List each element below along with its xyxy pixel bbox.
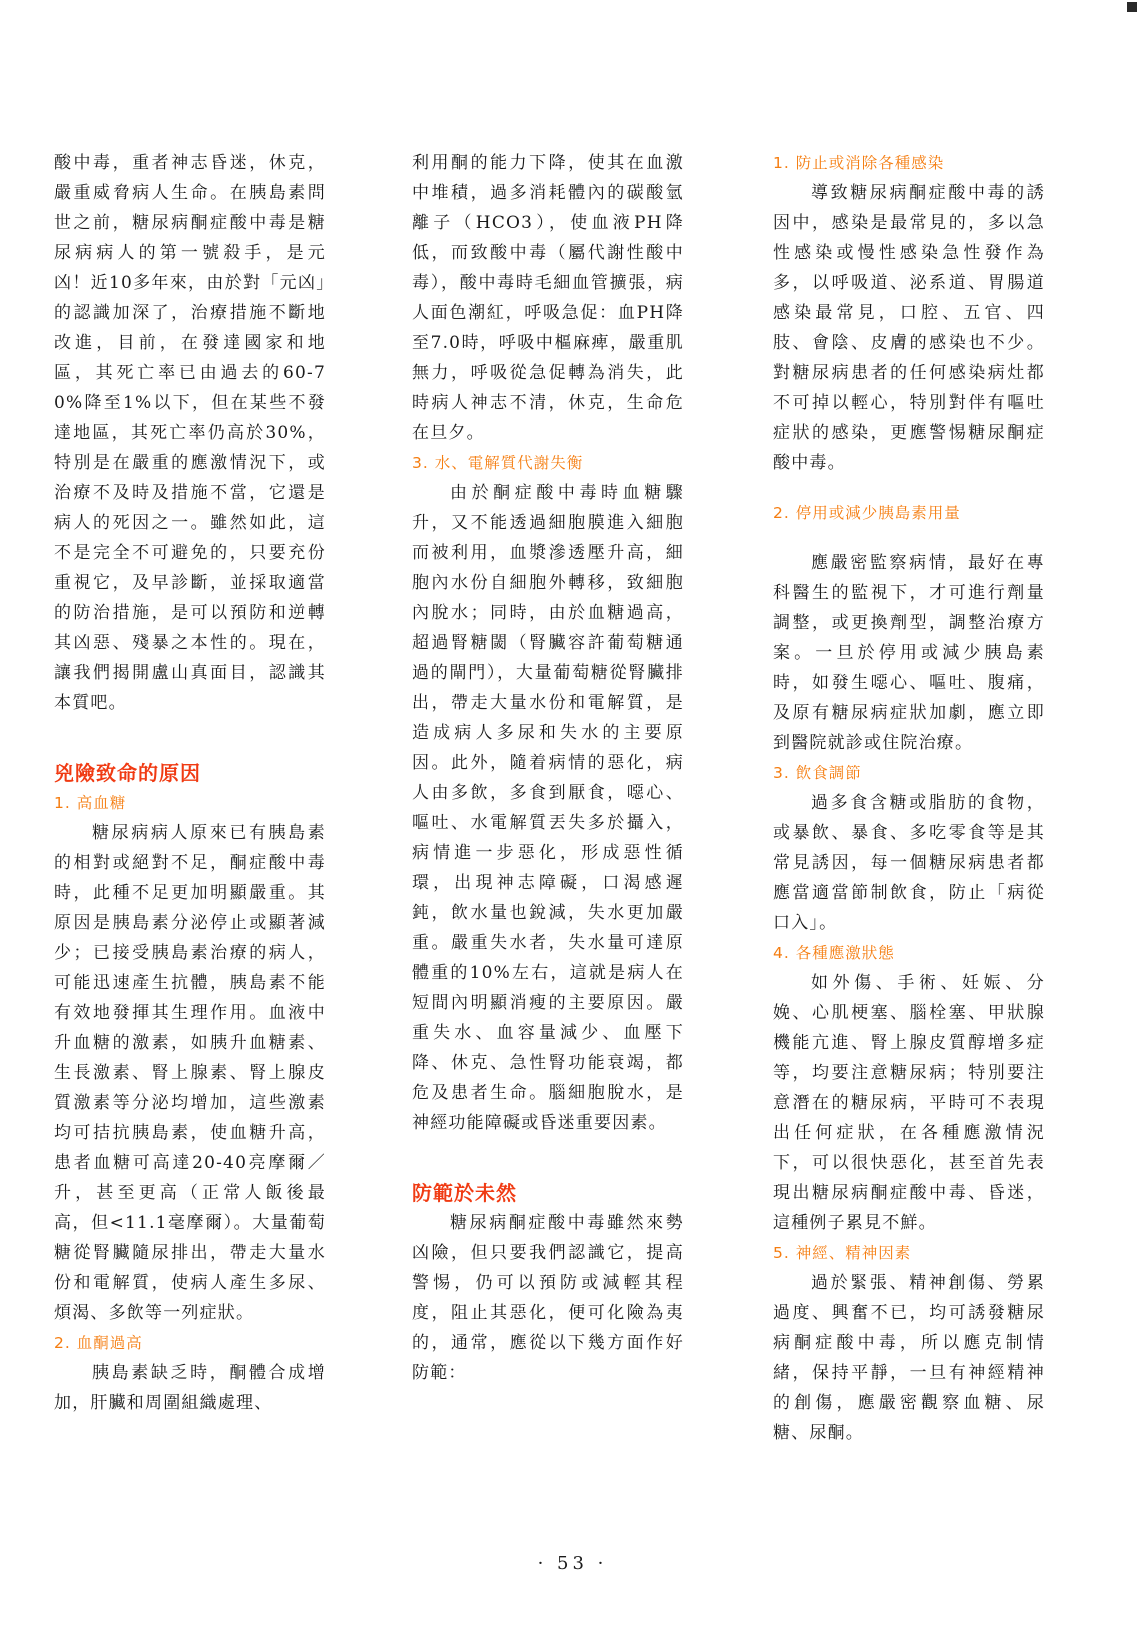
subheading-electrolyte-imbalance: 3. 水、電解質代謝失衡 [412,454,584,472]
text-column-3 [773,148,1045,1448]
infection-paragraph: 導致糖尿病酮症酸中毒的誘因中，感染是最常見的，多以急性感染或慢性感染急性發作為多，以呼吸道、泌系道、胃腸道感染最常見，口腔、五官、四肢、會陰、皮膚的感染也不少。對糖尿病患者的任何感染病灶都不可掉以輕心，特別對伴有嘔吐症狀的感染，更應警惕糖尿酮症酸中毒。 [773,183,1045,473]
subheading-mental-factors: 5. 神經、精神因素 [773,1244,912,1262]
stress-paragraph: 如外傷、手術、妊娠、分娩、心肌梗塞、腦栓塞、甲狀腺機能亢進、腎上腺皮質醇增多症等，均要注意糖尿病；特別要注意潛在的糖尿病，平時可不表現出任何症狀，在各種應激情況下，可以很快惡化，甚至首先表現出糖尿病酮症酸中毒、昏迷，這種例子累見不鮮。 [773,973,1045,1233]
subheading-infection: 1. 防止或消除各種感染 [773,154,945,172]
subheading-high-blood-ketone: 2. 血酮過高 [54,1334,143,1352]
diet-paragraph: 過多食含糖或脂肪的食物，或暴飲、暴食、多吃零食等是其常見誘因，每一個糖尿病患者都應當適當節制飲食，防止「病從口入」。 [773,793,1045,933]
page-corner-mark [1127,2,1137,12]
mental-factors-paragraph: 過於緊張、精神創傷、勞累過度、興奮不已，均可誘發糖尿病酮症酸中毒，所以應克制情緒，保持平靜，一旦有神經精神的創傷，應嚴密觀察血糖、尿糖、尿酮。 [773,1273,1045,1443]
intro-paragraph: 酸中毒，重者神志昏迷，休克，嚴重威脅病人生命。在胰島素問世之前，糖尿病酮症酸中毒是糖尿病病人的第一號殺手，是元凶！近10多年來，由於對「元凶」的認識加深了，治療措施不斷地改進，目前，在發達國家和地區，其死亡率已由過去的60-70%降至1%以下，但在某些不發達地區，其死亡率仍高於30%，特別是在嚴重的應激情況下，或治療不及時及措施不當，它還是病人的死因之一。雖然如此，這不是完全不可避免的，只要充份重視它，及早診斷，並採取適當的防治措施，是可以預防和逆轉其凶惡、殘暴之本性的。現在，讓我們揭開盧山真面目，認識其本質吧。 [54,153,326,713]
high-blood-ketone-paragraph: 胰島素缺乏時，酮體合成增加，肝臟和周圍組織處理、 [54,1363,326,1413]
section-title-causes: 兇險致命的原因 [54,761,201,785]
ketone-continued-paragraph: 利用酮的能力下降，使其在血激中堆積，過多消耗體內的碳酸氫離子（HCO3），使血液PH降低，而致酸中毒（屬代謝性酸中毒），酸中毒時毛細血管擴張，病人面色潮紅，呼吸急促：血PH降至7.0時，呼吸中樞麻痺，嚴重肌無力，呼吸從急促轉為消失，此時病人神志不清，休克，生命危在旦夕。 [412,153,684,443]
subheading-insulin-reduction: 2. 停用或減少胰島素用量 [773,504,961,522]
page-number: · 53 · [537,1553,608,1574]
subheading-high-blood-sugar: 1. 高血糖 [54,794,127,812]
section-title-prevention: 防範於未然 [412,1181,517,1205]
insulin-reduction-paragraph: 應嚴密監察病情，最好在專科醫生的監視下，才可進行劑量調整，或更換劑型，調整治療方案。一旦於停用或減少胰島素時，如發生噁心、嘔吐、腹痛，及原有糖尿病症狀加劇，應立即到醫院就診或住院治療。 [773,553,1045,753]
prevention-intro-paragraph: 糖尿病酮症酸中毒雖然來勢凶險，但只要我們認識它，提高警惕，仍可以預防或減輕其程度，阻止其惡化，便可化險為夷的，通常，應從以下幾方面作好防範： [412,1213,684,1383]
high-blood-sugar-paragraph: 糖尿病病人原來已有胰島素的相對或絕對不足，酮症酸中毒時，此種不足更加明顯嚴重。其原因是胰島素分泌停止或顯著減少；已接受胰島素治療的病人，可能迅速產生抗體，胰島素不能有效地發揮其生理作用。血液中升血糖的激素，如胰升血糖素、生長激素、腎上腺素、腎上腺皮質激素等分泌均增加，這些激素均可拮抗胰島素，使血糖升高，患者血糖可高達20-40亮摩爾／升，甚至更高（正常人飯後最高，但<11.1毫摩爾）。大量葡萄糖從腎臟隨尿排出，帶走大量水份和電解質，使病人產生多尿、煩渴、多飲等一列症狀。 [54,823,326,1323]
electrolyte-imbalance-paragraph: 由於酮症酸中毒時血糖驟升，又不能透過細胞膜進入細胞而被利用，血漿滲透壓升高，細胞內水份自細胞外轉移，致細胞內脫水；同時，由於血糖過高，超過腎糖閾（腎臟容許葡萄糖通過的閘門），大量葡萄糖從腎臟排出，帶走大量水份和電解質，是造成病人多尿和失水的主要原因。此外，隨着病情的惡化，病人由多飲，多食到厭食，噁心、嘔吐、水電解質丟失多於攝入，病情進一步惡化，形成惡性循環，出現神志障礙，口渴感遲鈍，飲水量也銳減，失水更加嚴重。嚴重失水者，失水量可達原體重的10%左右，這就是病人在短間內明顯消瘦的主要原因。嚴重失水、血容量減少、血壓下降、休克、急性腎功能衰竭，都危及患者生命。腦細胞脫水，是神經功能障礙或昏迷重要因素。 [412,483,684,1133]
text-column-1 [54,148,326,1418]
subheading-stress: 4. 各種應激狀態 [773,944,895,962]
text-column-2 [412,148,684,1388]
subheading-diet: 3. 飲食調節 [773,764,862,782]
